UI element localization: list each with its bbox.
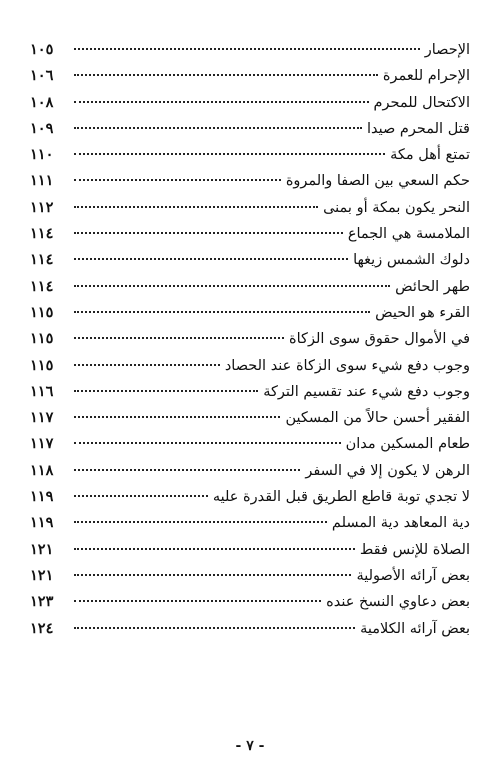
dot-leader xyxy=(74,232,343,234)
dot-leader xyxy=(74,74,378,76)
dot-leader xyxy=(74,495,208,497)
toc-entry-page: ١٢١ xyxy=(30,540,54,558)
toc-entry-page: ١٠٥ xyxy=(30,41,54,58)
dot-leader xyxy=(74,574,351,576)
toc-entry-page: ١١٧ xyxy=(30,435,54,453)
toc-entry-title: الملامسة هي الجماع xyxy=(347,226,470,243)
toc-entry xyxy=(30,563,470,589)
toc-entry-title: في الأموال حقوق سوى الزكاة xyxy=(289,331,470,348)
dot-leader xyxy=(74,416,280,418)
toc-entry xyxy=(30,537,470,563)
toc-entry-page: ١١٩ xyxy=(30,514,54,532)
toc-entry xyxy=(30,326,470,352)
toc-entry-title: وجوب دفع شيء عند تقسيم التركة xyxy=(263,383,470,400)
toc-entry xyxy=(30,353,470,379)
toc-entry-title: طهر الحائض xyxy=(395,278,470,295)
toc-entry-title: تمتع أهل مكة xyxy=(390,147,470,164)
toc-entry-page: ١١٤ xyxy=(30,277,54,295)
dot-leader xyxy=(74,258,348,260)
toc-entry-title: دية المعاهد دية المسلم xyxy=(331,515,470,532)
toc-entry-title: بعض دعاوي النسخ عنده xyxy=(326,594,470,611)
toc-entry xyxy=(30,379,470,405)
dot-leader xyxy=(74,101,369,103)
toc-entry-title: بعض آرائه الأصولية xyxy=(356,567,470,584)
toc-entry xyxy=(30,616,470,642)
toc-entry-page: ١١٠ xyxy=(30,146,54,164)
dot-leader xyxy=(74,390,258,392)
dot-leader xyxy=(74,442,341,444)
toc-entry xyxy=(30,458,470,484)
dot-leader xyxy=(74,600,321,602)
toc-entry xyxy=(30,405,470,431)
toc-entry-title: الاكتحال للمحرم xyxy=(373,94,470,111)
toc-entry-page: ١١٥ xyxy=(30,303,54,321)
toc-entry-title: بعض آرائه الكلامية xyxy=(360,620,470,637)
toc-entry-title: حكم السعي بين الصفا والمروة xyxy=(285,173,470,190)
toc-entry-page: ١١١ xyxy=(30,172,54,190)
dot-leader xyxy=(74,337,284,339)
toc-entry-page: ١١٢ xyxy=(30,198,54,216)
toc-entry xyxy=(30,247,470,273)
dot-leader xyxy=(74,285,390,287)
toc-entry-page: ١١٤ xyxy=(30,225,54,243)
toc-entry-title: قتل المحرم صيدا xyxy=(366,120,470,137)
toc-entry xyxy=(30,168,470,194)
dot-leader xyxy=(74,364,220,366)
toc-entry xyxy=(30,195,470,221)
toc-entry-title: الإحصار xyxy=(424,42,470,58)
toc-entry-title: النحر يكون بمكة أو بمنى xyxy=(323,199,470,216)
toc-entry xyxy=(30,142,470,168)
toc-entry-title: دلوك الشمس زيغها xyxy=(353,252,470,269)
dot-leader xyxy=(74,153,385,155)
toc-entry-page: ١١٧ xyxy=(30,409,54,427)
dot-leader xyxy=(74,548,355,550)
toc-entry-title: الرهن لا يكون إلا في السفر xyxy=(305,462,470,479)
toc-entry-title: وجوب دفع شيء سوى الزكاة عند الحصاد xyxy=(224,357,470,374)
dot-leader xyxy=(74,521,327,523)
dot-leader xyxy=(74,627,355,629)
dot-leader xyxy=(74,48,420,50)
toc-entry xyxy=(30,484,470,510)
toc-entry-page: ١١٤ xyxy=(30,251,54,269)
toc-entry-title: الإحرام للعمرة xyxy=(382,68,470,85)
page-number: - ٧ - xyxy=(235,738,265,754)
dot-leader xyxy=(74,179,281,181)
toc-entry-page: ١٠٩ xyxy=(30,119,54,137)
toc-entry xyxy=(30,63,470,89)
toc-entry xyxy=(30,431,470,457)
toc-entry-title: الفقير أحسن حالاً من المسكين xyxy=(285,410,470,427)
toc-entry xyxy=(30,37,470,63)
toc-entry-title: طعام المسكين مدان xyxy=(345,436,470,453)
toc-entry-page: ١٢٤ xyxy=(30,619,54,637)
toc-entry-page: ١١٦ xyxy=(30,382,54,400)
toc-entry xyxy=(30,589,470,615)
toc-entry-title: لا تجدي توبة قاطع الطريق قبل القدرة عليه xyxy=(212,489,470,506)
toc-entry-page: ١١٥ xyxy=(30,356,54,374)
toc-entry xyxy=(30,90,470,116)
table-of-contents xyxy=(30,37,470,642)
dot-leader xyxy=(74,311,370,313)
toc-entry-title: القرء هو الحيض xyxy=(375,304,470,321)
toc-entry-page: ١١٥ xyxy=(30,330,54,348)
toc-entry xyxy=(30,510,470,536)
toc-entry-page: ١١٨ xyxy=(30,461,54,479)
toc-entry xyxy=(30,274,470,300)
toc-entry-page: ١٠٨ xyxy=(30,93,54,111)
dot-leader xyxy=(74,469,300,471)
toc-entry-title: الصلاة للإنس فقط xyxy=(359,541,470,558)
dot-leader xyxy=(74,127,362,129)
toc-entry xyxy=(30,116,470,142)
toc-entry-page: ١٢٣ xyxy=(30,593,54,611)
toc-entry-page: ١٢١ xyxy=(30,566,54,584)
toc-entry xyxy=(30,300,470,326)
dot-leader xyxy=(74,206,318,208)
toc-entry-page: ١٠٦ xyxy=(30,67,54,85)
toc-entry-page: ١١٩ xyxy=(30,488,54,506)
toc-entry xyxy=(30,221,470,247)
